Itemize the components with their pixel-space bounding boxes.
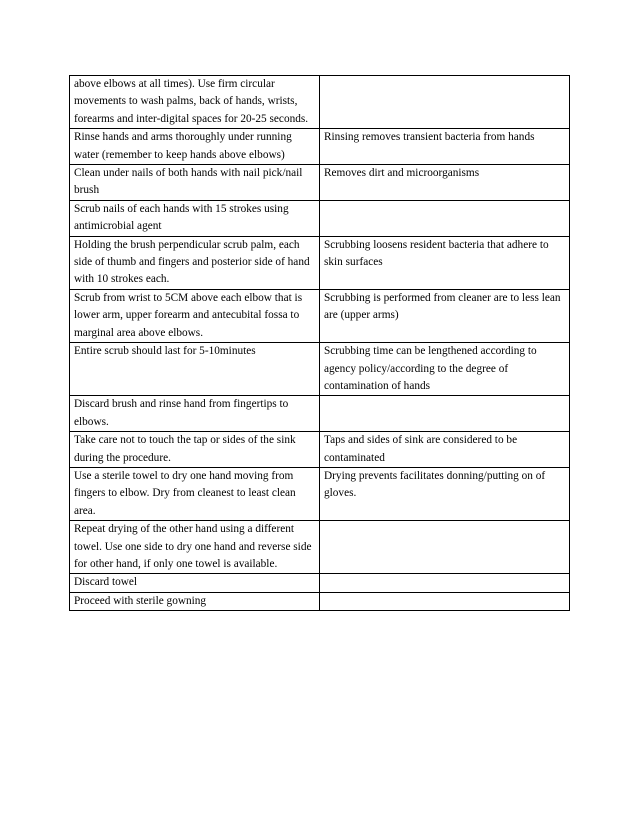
table-row xyxy=(70,200,570,236)
action-cell: Repeat drying of the other hand using a different towel. Use one side to dry one hand and reverse side for other hand, if only one towel is available. xyxy=(70,521,320,574)
action-cell: Holding the brush perpendicular scrub palm, each side of thumb and fingers and posterior side of hand with 10 strokes each. xyxy=(70,236,320,289)
rationale-cell: Scrubbing loosens resident bacteria that adhere to skin surfaces xyxy=(320,236,570,289)
rationale-cell xyxy=(320,592,570,610)
table-row xyxy=(70,574,570,592)
action-cell: Scrub nails of each hands with 15 strokes using antimicrobial agent xyxy=(70,200,320,236)
table-row xyxy=(70,343,570,396)
rationale-cell xyxy=(320,574,570,592)
rationale-cell xyxy=(320,200,570,236)
table-row xyxy=(70,236,570,289)
action-cell: Entire scrub should last for 5-10minutes xyxy=(70,343,320,396)
action-cell: Rinse hands and arms thoroughly under running water (remember to keep hands above elbows) xyxy=(70,129,320,165)
table-row xyxy=(70,432,570,468)
rationale-cell: Scrubbing time can be lengthened according to agency policy/according to the degree of contamination of hands xyxy=(320,343,570,396)
action-cell: Discard brush and rinse hand from fingertips to elbows. xyxy=(70,396,320,432)
action-cell: above elbows at all times). Use firm circular movements to wash palms, back of hands, wrists, forearms and inter-digital spaces for 20-25 seconds. xyxy=(70,76,320,129)
table-row xyxy=(70,76,570,129)
table-row xyxy=(70,129,570,165)
rationale-cell: Drying prevents facilitates donning/putting on of gloves. xyxy=(320,467,570,520)
action-cell: Discard towel xyxy=(70,574,320,592)
action-cell: Proceed with sterile gowning xyxy=(70,592,320,610)
action-cell: Clean under nails of both hands with nail pick/nail brush xyxy=(70,165,320,201)
rationale-cell: Scrubbing is performed from cleaner are to less lean are (upper arms) xyxy=(320,289,570,342)
rationale-cell xyxy=(320,521,570,574)
rationale-cell: Rinsing removes transient bacteria from hands xyxy=(320,129,570,165)
action-cell: Scrub from wrist to 5CM above each elbow that is lower arm, upper forearm and antecubital fossa to marginal area above elbows. xyxy=(70,289,320,342)
procedure-table xyxy=(69,75,570,611)
rationale-cell xyxy=(320,396,570,432)
action-cell: Take care not to touch the tap or sides of the sink during the procedure. xyxy=(70,432,320,468)
rationale-cell xyxy=(320,76,570,129)
table-row xyxy=(70,396,570,432)
procedure-table-body xyxy=(70,76,570,611)
table-row xyxy=(70,521,570,574)
table-row xyxy=(70,467,570,520)
table-row xyxy=(70,289,570,342)
rationale-cell: Removes dirt and microorganisms xyxy=(320,165,570,201)
table-row xyxy=(70,592,570,610)
action-cell: Use a sterile towel to dry one hand moving from fingers to elbow. Dry from cleanest to least clean area. xyxy=(70,467,320,520)
rationale-cell: Taps and sides of sink are considered to be contaminated xyxy=(320,432,570,468)
table-row xyxy=(70,165,570,201)
